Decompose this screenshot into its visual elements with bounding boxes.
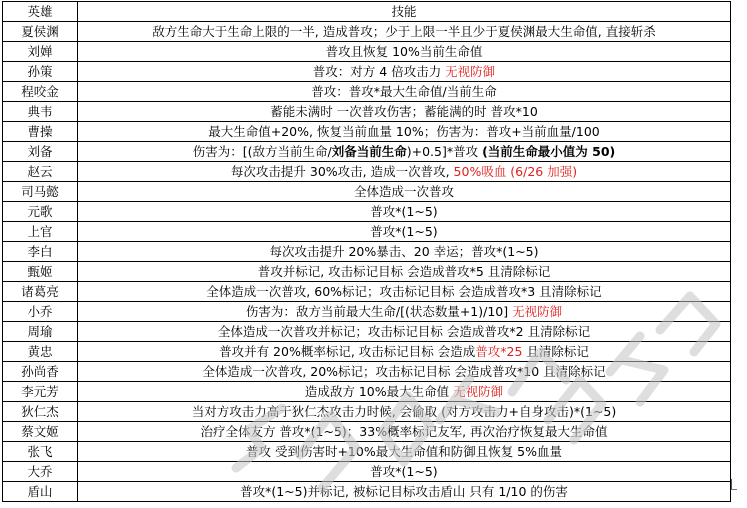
skill-text: 普攻：对方 4 倍攻击力: [312, 63, 446, 79]
skill-description-cell[interactable]: [78, 382, 731, 402]
skill-text: 敌方生命大于生命上限的一半, 造成普攻；少于上限一半且少于夏侯渊最大生命值, 直接斩杀: [152, 23, 656, 39]
hero-name-cell[interactable]: 甄姬: [3, 262, 78, 282]
skill-description-cell[interactable]: [78, 322, 731, 342]
table-row: [3, 162, 731, 182]
skill-text: 普攻：普攻*最大生命值/当前生命: [311, 83, 497, 99]
table-row: [3, 22, 731, 42]
skill-text: 普攻*(1~5)并标记, 被标记目标攻击盾山 只有 1/10 的伤害: [240, 483, 568, 499]
table-row: [3, 282, 731, 302]
skill-description-cell[interactable]: [78, 222, 731, 242]
table-row: [3, 242, 731, 262]
skill-text: 全体造成一次普攻, 60%标记；攻击标记目标 会造成普攻*3 且清除标记: [206, 283, 602, 299]
skill-description-cell[interactable]: [78, 82, 731, 102]
skill-description-cell[interactable]: [78, 122, 731, 142]
highlight-text: 无视防御: [512, 303, 563, 319]
table-row: [3, 42, 731, 62]
hero-name-cell[interactable]: 孙策: [3, 62, 78, 82]
highlight-text: 无视防御: [445, 63, 496, 79]
hero-name-cell[interactable]: 司马懿: [3, 182, 78, 202]
skill-description-cell[interactable]: [78, 142, 731, 162]
table-body: [3, 22, 731, 502]
table-row: [3, 82, 731, 102]
skill-text: 治疗全体友方 普攻*(1~5)；33%概率标记友军, 再次治疗恢复最大生命值: [200, 423, 608, 439]
skill-text: 普攻并标记, 攻击标记目标 会造成普攻*5 且清除标记: [257, 263, 551, 279]
table-row: [3, 322, 731, 342]
table-row: [3, 102, 731, 122]
table-row: [3, 462, 731, 482]
skill-description-cell[interactable]: [78, 422, 731, 442]
hero-name-cell[interactable]: 黄忠: [3, 342, 78, 362]
hero-name-cell[interactable]: 刘备: [3, 142, 78, 162]
skill-description-cell[interactable]: [78, 462, 731, 482]
skill-text: 且清除标记: [522, 343, 589, 359]
hero-name-cell[interactable]: 大乔: [3, 462, 78, 482]
table-row: [3, 342, 731, 362]
hero-name-cell[interactable]: 孙尚香: [3, 362, 78, 382]
table-row: [3, 302, 731, 322]
hero-name-cell[interactable]: 上官: [3, 222, 78, 242]
highlight-text: 普攻*25: [475, 343, 523, 359]
skill-text: 全体造成一次普攻: [353, 183, 454, 199]
skill-description-cell[interactable]: [78, 442, 731, 462]
table-row: [3, 222, 731, 242]
table-row: [3, 422, 731, 442]
skill-description-cell[interactable]: [78, 242, 731, 262]
hero-name-cell[interactable]: 李白: [3, 242, 78, 262]
skill-text: 每次攻击提升 20%暴击、20 幸运；普攻*(1~5): [269, 243, 539, 259]
skill-text: 普攻并有 20%概率标记, 攻击标记目标 会造成: [219, 343, 476, 359]
skill-description-cell[interactable]: [78, 362, 731, 382]
skill-text: 普攻*(1~5): [370, 203, 438, 219]
table-row: [3, 482, 731, 502]
skill-description-cell[interactable]: [78, 62, 731, 82]
table-header-row: [3, 2, 731, 22]
hero-name-cell[interactable]: 蔡文姬: [3, 422, 78, 442]
hero-name-cell[interactable]: 夏侯渊: [3, 22, 78, 42]
skill-text: 伤害为：敌方当前最大生命/[(状态数量+1)/10]: [245, 303, 513, 319]
table-row: [3, 62, 731, 82]
skill-description-cell[interactable]: [78, 42, 731, 62]
skill-text: )+0.5]*普攻: [406, 143, 483, 159]
skill-text: 最大生命值+20%, 恢复当前血量 10%；伤害为：普攻+当前血量/100: [208, 123, 600, 139]
table-row: [3, 262, 731, 282]
corner-mark-lower: [731, 489, 737, 496]
skill-description-cell[interactable]: [78, 282, 731, 302]
skill-text: 伤害为：[(敌方当前生命/: [192, 143, 332, 159]
hero-name-cell[interactable]: 诸葛亮: [3, 282, 78, 302]
skill-description-cell[interactable]: [78, 162, 731, 182]
hero-name-cell[interactable]: 典韦: [3, 102, 78, 122]
header-hero[interactable]: 英雄: [3, 2, 78, 22]
skill-description-cell[interactable]: [78, 482, 731, 502]
highlight-text: 50%吸血 (6/26 加强): [453, 163, 578, 179]
skill-description-cell[interactable]: [78, 202, 731, 222]
header-skill[interactable]: 技能: [78, 2, 731, 22]
hero-name-cell[interactable]: 张飞: [3, 442, 78, 462]
hero-skill-table: [2, 1, 731, 502]
skill-description-cell[interactable]: [78, 302, 731, 322]
skill-text: 每次攻击提升 30%攻击, 造成一次普攻,: [230, 163, 454, 179]
skill-description-cell[interactable]: [78, 182, 731, 202]
table-row: [3, 142, 731, 162]
hero-name-cell[interactable]: 李元芳: [3, 382, 78, 402]
skill-text: 造成敌方 10%最大生命值: [304, 383, 454, 399]
skill-description-cell[interactable]: [78, 102, 731, 122]
skill-text: 普攻 受到伤害时+10%最大生命值和防御且恢复 5%血量: [245, 443, 563, 459]
skill-description-cell[interactable]: [78, 342, 731, 362]
table-row: [3, 362, 731, 382]
hero-name-cell[interactable]: 程咬金: [3, 82, 78, 102]
table-row: [3, 182, 731, 202]
table-row: [3, 402, 731, 422]
hero-name-cell[interactable]: 赵云: [3, 162, 78, 182]
skill-text: 全体造成一次普攻并标记；攻击标记目标 会造成普攻*2 且清除标记: [217, 323, 591, 339]
highlight-text: 无视防御: [453, 383, 504, 399]
bold-text: (当前生命最小值为 50): [482, 143, 616, 159]
skill-text: 普攻且恢复 10%当前生命值: [325, 43, 483, 59]
hero-name-cell[interactable]: 曹操: [3, 122, 78, 142]
skill-description-cell[interactable]: [78, 402, 731, 422]
skill-description-cell[interactable]: [78, 262, 731, 282]
table-row: [3, 442, 731, 462]
hero-name-cell[interactable]: 盾山: [3, 482, 78, 502]
hero-name-cell[interactable]: 刘婵: [3, 42, 78, 62]
hero-name-cell[interactable]: 小乔: [3, 302, 78, 322]
hero-name-cell[interactable]: 元歌: [3, 202, 78, 222]
skill-description-cell[interactable]: [78, 22, 731, 42]
skill-text: 普攻*(1~5): [370, 223, 438, 239]
skill-text: 蓄能未满时 一次普攻伤害；蓄能满的时 普攻*10: [270, 103, 538, 119]
skill-text: 全体造成一次普攻, 20%标记；攻击标记目标 会造成普攻*10 且清除标记: [202, 363, 606, 379]
skill-text: 当对方攻击力高于狄仁杰攻击力时候, 会偷取 (对方攻击力+自身攻击)*(1~5): [191, 403, 617, 419]
hero-name-cell[interactable]: 周瑜: [3, 322, 78, 342]
hero-name-cell[interactable]: 狄仁杰: [3, 402, 78, 422]
bold-text: 刘备当前生命: [331, 143, 407, 159]
table-row: [3, 122, 731, 142]
table-row: [3, 382, 731, 402]
table-row: [3, 202, 731, 222]
skill-text: 普攻*(1~5): [370, 463, 438, 479]
